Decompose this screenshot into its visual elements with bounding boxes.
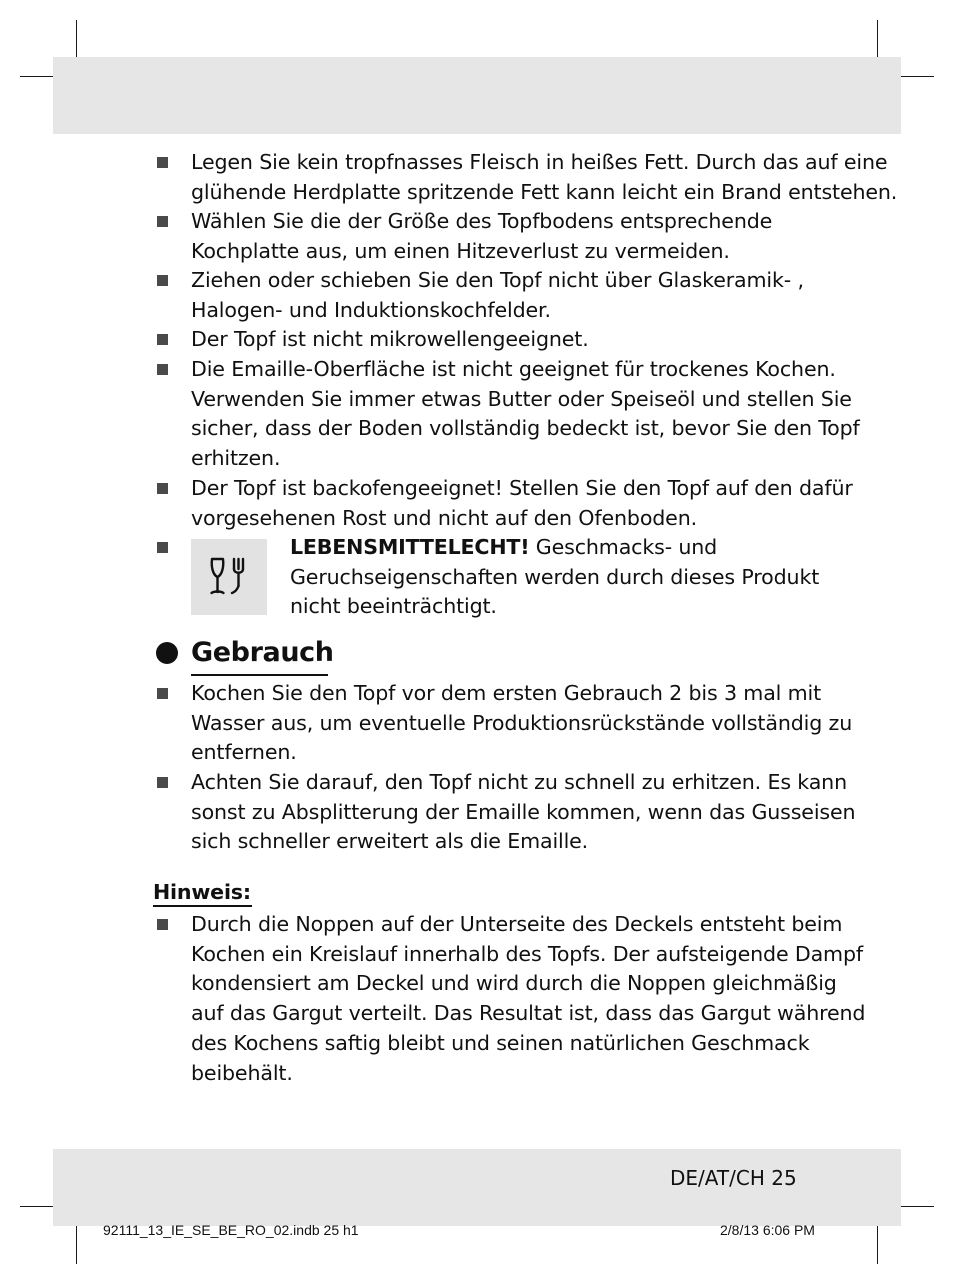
page-number: DE/AT/CH 25 bbox=[670, 1166, 797, 1190]
section-title: Gebrauch bbox=[191, 637, 334, 668]
note-title: Hinweis: bbox=[153, 880, 251, 904]
list-item-line: Legen Sie kein tropfnasses Fleisch in heißes Fett. Durch das auf eine bbox=[191, 150, 888, 174]
bullet-square bbox=[157, 275, 168, 286]
list-item bbox=[191, 355, 860, 474]
food-safe-line: Geruchseigenschaften werden durch dieses Produkt bbox=[290, 564, 820, 589]
bullet-square bbox=[157, 334, 168, 345]
glass-fork-icon bbox=[191, 539, 267, 615]
bullet-square bbox=[157, 216, 168, 227]
list-item-line: Wasser aus, um eventuelle Produktionsrückstände vollständig zu bbox=[191, 710, 853, 735]
list-item-line: sich schneller erweitert als die Emaille. bbox=[191, 829, 589, 854]
food-safe-line: nicht beeinträchtigt. bbox=[290, 594, 497, 619]
list-item-line: Kochen Sie den Topf vor dem ersten Gebrauch 2 bis 3 mal mit bbox=[191, 681, 822, 705]
list-item-line: Wählen Sie die der Größe des Topfbodens entsprechende bbox=[191, 209, 773, 233]
list-item-line: Die Emaille-Oberfläche ist nicht geeignet für trockenes Kochen. bbox=[191, 357, 836, 381]
note-line: Durch die Noppen auf der Unterseite des Deckels entsteht beim bbox=[191, 912, 843, 936]
food-safe-symbol bbox=[191, 539, 267, 615]
list-item-line: vorgesehenen Rost und nicht auf den Ofenboden. bbox=[191, 505, 698, 530]
section-marker-dot bbox=[156, 642, 178, 664]
list-item bbox=[191, 207, 811, 266]
note-underline bbox=[153, 905, 252, 907]
list-item-line: Achten Sie darauf, den Topf nicht zu schnell zu erhitzen. Es kann bbox=[191, 770, 847, 794]
bullet-square bbox=[157, 483, 168, 494]
list-item-line: erhitzen. bbox=[191, 446, 281, 471]
list-item bbox=[191, 474, 853, 533]
list-item-line: entfernen. bbox=[191, 740, 297, 765]
note-line: auf das Gargut verteilt. Das Resultat ist, dass das Gargut während bbox=[191, 1001, 866, 1026]
print-slug-file: 92111_13_IE_SE_BE_RO_02.indb 25 h1 bbox=[103, 1222, 359, 1238]
list-item-line: glühende Herdplatte spritzende Fett kann leicht ein Brand entstehen. bbox=[191, 179, 898, 204]
bullet-square bbox=[157, 777, 168, 788]
note-line: kondensiert am Deckel und wird durch die Noppen gleichmäßig bbox=[191, 971, 837, 996]
note-line: des Kochens saftig bleibt und seinen natürlichen Geschmack bbox=[191, 1030, 810, 1055]
food-safe-line bbox=[290, 533, 810, 563]
food-safe-line-rest: Geschmacks- und bbox=[529, 535, 718, 559]
list-item bbox=[191, 148, 898, 207]
note-line: beibehält. bbox=[191, 1060, 293, 1085]
list-item-line: Kochplatte aus, um einen Hitzeverlust zu vermeiden. bbox=[191, 238, 730, 263]
list-item bbox=[191, 325, 811, 355]
note-item bbox=[191, 910, 866, 1088]
list-item bbox=[191, 679, 853, 768]
note-line: Kochen ein Kreislauf innerhalb des Topfs. Der aufsteigende Dampf bbox=[191, 941, 863, 966]
bullet-square bbox=[157, 364, 168, 375]
bullet-square bbox=[157, 157, 168, 168]
list-item-line: Der Topf ist nicht mikrowellengeeignet. bbox=[191, 327, 589, 351]
header-band bbox=[53, 57, 901, 134]
list-item-line: Ziehen oder schieben Sie den Topf nicht über Glaskeramik- , bbox=[191, 268, 804, 292]
list-item bbox=[191, 768, 856, 857]
list-item-line: sonst zu Absplitterung der Emaille kommen, wenn das Gusseisen bbox=[191, 799, 856, 824]
food-safe-text bbox=[290, 533, 820, 622]
print-slug-date: 2/8/13 6:06 PM bbox=[720, 1222, 815, 1238]
food-safe-label: LEBENSMITTELECHT! bbox=[290, 535, 530, 559]
section-underline bbox=[191, 674, 328, 676]
list-item-line: Der Topf ist backofengeeignet! Stellen Sie den Topf auf den dafür bbox=[191, 476, 853, 500]
bullet-square bbox=[157, 919, 168, 930]
list-item-line: sicher, dass der Boden vollständig bedeckt ist, bevor Sie den Topf bbox=[191, 416, 860, 441]
bullet-square bbox=[157, 688, 168, 699]
list-item-line: Halogen- und Induktionskochfelder. bbox=[191, 297, 551, 322]
bullet-square bbox=[157, 542, 168, 553]
list-item-line: Verwenden Sie immer etwas Butter oder Speiseöl und stellen Sie bbox=[191, 386, 852, 411]
list-item bbox=[191, 266, 811, 325]
